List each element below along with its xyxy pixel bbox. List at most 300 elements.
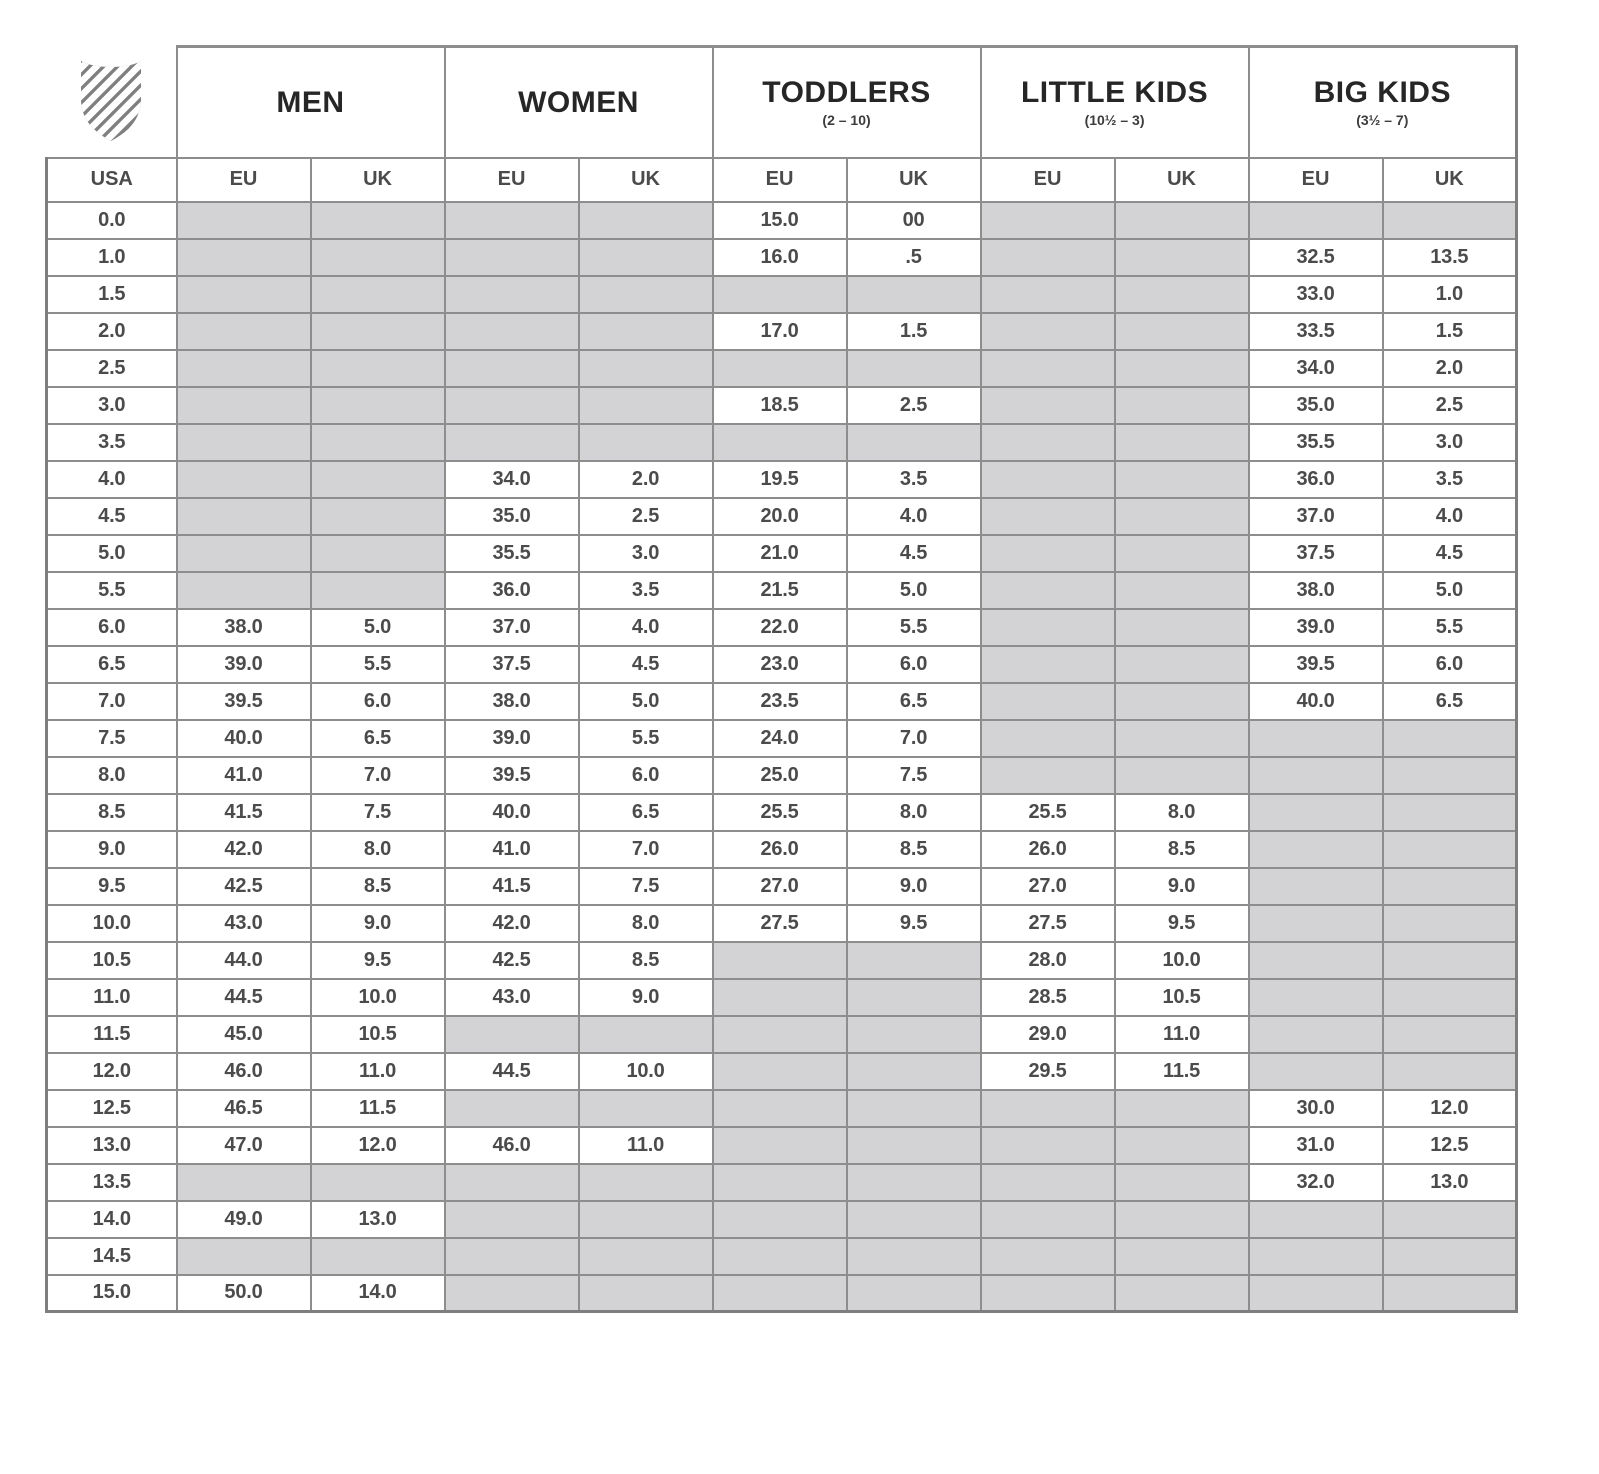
size-cell: 11.0 — [311, 1053, 445, 1090]
size-cell: 44.5 — [177, 979, 311, 1016]
empty-size-cell — [1249, 979, 1383, 1016]
table-row — [47, 979, 1517, 1016]
size-cell: 4.5 — [1383, 535, 1517, 572]
empty-size-cell — [847, 1016, 981, 1053]
k-swiss-shield-icon — [78, 54, 144, 144]
empty-size-cell — [981, 1164, 1115, 1201]
size-cell: 25.5 — [713, 794, 847, 831]
empty-size-cell — [981, 350, 1115, 387]
empty-size-cell — [847, 1275, 981, 1312]
empty-size-cell — [1249, 905, 1383, 942]
empty-size-cell — [1115, 313, 1249, 350]
table-row — [47, 1090, 1517, 1127]
size-cell: 7.5 — [311, 794, 445, 831]
empty-size-cell — [981, 1238, 1115, 1275]
size-cell: 5.0 — [1383, 572, 1517, 609]
table-row — [47, 831, 1517, 868]
empty-size-cell — [177, 572, 311, 609]
empty-size-cell — [847, 350, 981, 387]
empty-size-cell — [981, 498, 1115, 535]
size-cell: 5.5 — [1383, 609, 1517, 646]
empty-size-cell — [1115, 720, 1249, 757]
size-cell: 9.0 — [311, 905, 445, 942]
usa-size-cell: 5.0 — [47, 535, 177, 572]
empty-size-cell — [1115, 1090, 1249, 1127]
empty-size-cell — [177, 535, 311, 572]
empty-size-cell — [445, 1016, 579, 1053]
size-cell: 3.0 — [579, 535, 713, 572]
size-cell: 23.5 — [713, 683, 847, 720]
usa-size-cell: 7.0 — [47, 683, 177, 720]
subheader-eu: EU — [1249, 158, 1383, 202]
subheader-eu: EU — [177, 158, 311, 202]
size-cell: 7.0 — [311, 757, 445, 794]
empty-size-cell — [445, 313, 579, 350]
table-row — [47, 1201, 1517, 1238]
subheader-eu: EU — [981, 158, 1115, 202]
empty-size-cell — [981, 1090, 1115, 1127]
empty-size-cell — [311, 387, 445, 424]
size-cell: 12.5 — [1383, 1127, 1517, 1164]
size-cell: 36.0 — [1249, 461, 1383, 498]
table-row — [47, 424, 1517, 461]
size-cell: 42.5 — [177, 868, 311, 905]
size-cell: 10.0 — [311, 979, 445, 1016]
empty-size-cell — [847, 1238, 981, 1275]
empty-size-cell — [177, 387, 311, 424]
subheader-uk: UK — [847, 158, 981, 202]
size-cell: 39.5 — [1249, 646, 1383, 683]
size-cell: 37.0 — [445, 609, 579, 646]
group-header-women — [445, 47, 713, 158]
size-cell: 6.5 — [579, 794, 713, 831]
size-cell: 39.0 — [1249, 609, 1383, 646]
size-cell: 3.5 — [847, 461, 981, 498]
size-cell: 13.0 — [1383, 1164, 1517, 1201]
table-row — [47, 1016, 1517, 1053]
empty-size-cell — [579, 1201, 713, 1238]
empty-size-cell — [445, 350, 579, 387]
empty-size-cell — [1115, 239, 1249, 276]
empty-size-cell — [981, 572, 1115, 609]
empty-size-cell — [713, 1016, 847, 1053]
usa-size-cell: 2.0 — [47, 313, 177, 350]
size-cell: 7.5 — [847, 757, 981, 794]
usa-size-cell: 13.5 — [47, 1164, 177, 1201]
size-cell: 38.0 — [445, 683, 579, 720]
empty-size-cell — [311, 1164, 445, 1201]
empty-size-cell — [847, 1053, 981, 1090]
size-cell: 9.5 — [1115, 905, 1249, 942]
empty-size-cell — [177, 276, 311, 313]
size-cell: 35.0 — [1249, 387, 1383, 424]
group-header-row — [47, 47, 1517, 158]
size-cell: 9.5 — [847, 905, 981, 942]
size-cell: 37.5 — [1249, 535, 1383, 572]
group-label: LITTLE KIDS — [1020, 76, 1209, 109]
empty-size-cell — [445, 1201, 579, 1238]
empty-size-cell — [177, 313, 311, 350]
empty-size-cell — [981, 535, 1115, 572]
size-cell: 44.5 — [445, 1053, 579, 1090]
usa-size-cell: 0.0 — [47, 202, 177, 239]
empty-size-cell — [445, 239, 579, 276]
size-cell: 31.0 — [1249, 1127, 1383, 1164]
empty-size-cell — [1115, 498, 1249, 535]
usa-size-cell: 9.0 — [47, 831, 177, 868]
size-cell: 23.0 — [713, 646, 847, 683]
table-row — [47, 1127, 1517, 1164]
size-cell: 40.0 — [177, 720, 311, 757]
empty-size-cell — [445, 424, 579, 461]
size-cell: 4.5 — [579, 646, 713, 683]
size-cell: 4.0 — [1383, 498, 1517, 535]
group-label: TODDLERS — [762, 76, 931, 109]
table-row — [47, 646, 1517, 683]
size-cell: 18.5 — [713, 387, 847, 424]
empty-size-cell — [1115, 683, 1249, 720]
empty-size-cell — [981, 1275, 1115, 1312]
table-row — [47, 1164, 1517, 1201]
size-cell: 11.5 — [311, 1090, 445, 1127]
empty-size-cell — [579, 387, 713, 424]
size-cell: 34.0 — [445, 461, 579, 498]
size-cell: 17.0 — [713, 313, 847, 350]
empty-size-cell — [1383, 942, 1517, 979]
size-cell: 25.5 — [981, 794, 1115, 831]
size-cell: 27.5 — [713, 905, 847, 942]
size-cell: 33.5 — [1249, 313, 1383, 350]
empty-size-cell — [1115, 757, 1249, 794]
empty-size-cell — [579, 239, 713, 276]
size-cell: 42.0 — [445, 905, 579, 942]
empty-size-cell — [445, 202, 579, 239]
empty-size-cell — [847, 942, 981, 979]
empty-size-cell — [981, 461, 1115, 498]
table-row — [47, 683, 1517, 720]
size-cell: 14.0 — [311, 1275, 445, 1312]
empty-size-cell — [847, 979, 981, 1016]
empty-size-cell — [445, 276, 579, 313]
size-cell: 44.0 — [177, 942, 311, 979]
table-row — [47, 202, 1517, 239]
table-row — [47, 276, 1517, 313]
empty-size-cell — [579, 350, 713, 387]
empty-size-cell — [1249, 720, 1383, 757]
empty-size-cell — [579, 276, 713, 313]
size-cell: 2.5 — [579, 498, 713, 535]
size-cell: 2.0 — [579, 461, 713, 498]
empty-size-cell — [847, 1164, 981, 1201]
usa-column-header: USA — [47, 158, 177, 202]
logo-cell — [47, 47, 177, 158]
empty-size-cell — [847, 1127, 981, 1164]
empty-size-cell — [1383, 1275, 1517, 1312]
table-row — [47, 942, 1517, 979]
table-row — [47, 535, 1517, 572]
empty-size-cell — [981, 683, 1115, 720]
size-cell: 42.5 — [445, 942, 579, 979]
usa-size-cell: 10.5 — [47, 942, 177, 979]
size-cell: 28.0 — [981, 942, 1115, 979]
empty-size-cell — [981, 609, 1115, 646]
empty-size-cell — [713, 424, 847, 461]
size-cell: 7.0 — [847, 720, 981, 757]
empty-size-cell — [981, 424, 1115, 461]
size-cell: 41.5 — [445, 868, 579, 905]
size-cell: 10.0 — [579, 1053, 713, 1090]
size-cell: 46.0 — [177, 1053, 311, 1090]
empty-size-cell — [981, 1127, 1115, 1164]
empty-size-cell — [1383, 720, 1517, 757]
empty-size-cell — [445, 1090, 579, 1127]
empty-size-cell — [847, 1201, 981, 1238]
size-cell: 9.0 — [1115, 868, 1249, 905]
usa-size-cell: 15.0 — [47, 1275, 177, 1312]
empty-size-cell — [177, 1164, 311, 1201]
group-size-range: (2 – 10) — [822, 111, 871, 128]
empty-size-cell — [177, 350, 311, 387]
size-cell: 50.0 — [177, 1275, 311, 1312]
size-cell: 2.0 — [1383, 350, 1517, 387]
size-cell: 10.5 — [1115, 979, 1249, 1016]
empty-size-cell — [579, 424, 713, 461]
subheader-uk: UK — [1383, 158, 1517, 202]
size-cell: 5.0 — [579, 683, 713, 720]
empty-size-cell — [1249, 1238, 1383, 1275]
usa-size-cell: 6.5 — [47, 646, 177, 683]
group-label: MEN — [276, 85, 345, 119]
size-cell: 35.5 — [445, 535, 579, 572]
empty-size-cell — [713, 1164, 847, 1201]
empty-size-cell — [713, 1053, 847, 1090]
size-cell: 42.0 — [177, 831, 311, 868]
table-row — [47, 1238, 1517, 1275]
subheader-uk: UK — [311, 158, 445, 202]
group-header-little-kids — [981, 47, 1249, 158]
size-cell: 47.0 — [177, 1127, 311, 1164]
empty-size-cell — [1383, 202, 1517, 239]
empty-size-cell — [579, 1164, 713, 1201]
empty-size-cell — [713, 979, 847, 1016]
size-cell: 36.0 — [445, 572, 579, 609]
empty-size-cell — [1115, 276, 1249, 313]
size-cell: 11.0 — [1115, 1016, 1249, 1053]
empty-size-cell — [177, 1238, 311, 1275]
empty-size-cell — [713, 1238, 847, 1275]
empty-size-cell — [1115, 609, 1249, 646]
empty-size-cell — [1249, 1201, 1383, 1238]
table-row — [47, 609, 1517, 646]
size-chart-table — [45, 45, 1518, 1313]
usa-size-cell: 5.5 — [47, 572, 177, 609]
empty-size-cell — [311, 1238, 445, 1275]
size-cell: 21.5 — [713, 572, 847, 609]
size-cell: 1.0 — [1383, 276, 1517, 313]
empty-size-cell — [981, 646, 1115, 683]
empty-size-cell — [1383, 794, 1517, 831]
empty-size-cell — [1249, 1016, 1383, 1053]
empty-size-cell — [1115, 1201, 1249, 1238]
size-cell: 8.5 — [1115, 831, 1249, 868]
empty-size-cell — [579, 1016, 713, 1053]
usa-size-cell: 6.0 — [47, 609, 177, 646]
empty-size-cell — [1115, 461, 1249, 498]
size-cell: 12.0 — [311, 1127, 445, 1164]
size-cell: 27.5 — [981, 905, 1115, 942]
size-cell: 3.5 — [1383, 461, 1517, 498]
empty-size-cell — [311, 535, 445, 572]
empty-size-cell — [981, 239, 1115, 276]
empty-size-cell — [1383, 757, 1517, 794]
empty-size-cell — [1383, 1201, 1517, 1238]
empty-size-cell — [1249, 794, 1383, 831]
size-cell: 43.0 — [445, 979, 579, 1016]
size-cell: 9.0 — [579, 979, 713, 1016]
size-cell: 25.0 — [713, 757, 847, 794]
empty-size-cell — [713, 1090, 847, 1127]
size-cell: 19.5 — [713, 461, 847, 498]
empty-size-cell — [311, 350, 445, 387]
size-cell: 21.0 — [713, 535, 847, 572]
subheader-eu: EU — [713, 158, 847, 202]
empty-size-cell — [579, 1090, 713, 1127]
size-cell: 20.0 — [713, 498, 847, 535]
empty-size-cell — [579, 1238, 713, 1275]
empty-size-cell — [1383, 979, 1517, 1016]
size-cell: 16.0 — [713, 239, 847, 276]
size-cell: 2.5 — [1383, 387, 1517, 424]
empty-size-cell — [177, 239, 311, 276]
size-cell: 38.0 — [1249, 572, 1383, 609]
size-cell: .5 — [847, 239, 981, 276]
size-cell: 41.0 — [445, 831, 579, 868]
table-row — [47, 905, 1517, 942]
size-cell: 30.0 — [1249, 1090, 1383, 1127]
empty-size-cell — [311, 239, 445, 276]
size-cell: 46.5 — [177, 1090, 311, 1127]
size-cell: 43.0 — [177, 905, 311, 942]
empty-size-cell — [1115, 1238, 1249, 1275]
empty-size-cell — [1115, 1127, 1249, 1164]
empty-size-cell — [1249, 757, 1383, 794]
empty-size-cell — [1249, 1053, 1383, 1090]
group-label: WOMEN — [518, 85, 639, 119]
size-cell: 45.0 — [177, 1016, 311, 1053]
size-cell: 6.0 — [1383, 646, 1517, 683]
size-cell: 33.0 — [1249, 276, 1383, 313]
size-cell: 8.0 — [579, 905, 713, 942]
size-cell: 41.0 — [177, 757, 311, 794]
size-cell: 2.5 — [847, 387, 981, 424]
size-cell: 6.5 — [847, 683, 981, 720]
empty-size-cell — [713, 1275, 847, 1312]
group-size-range: (10½ – 3) — [1084, 111, 1145, 128]
empty-size-cell — [981, 720, 1115, 757]
group-header-toddlers — [713, 47, 981, 158]
empty-size-cell — [1383, 868, 1517, 905]
size-cell: 22.0 — [713, 609, 847, 646]
empty-size-cell — [579, 313, 713, 350]
empty-size-cell — [579, 202, 713, 239]
size-cell: 6.0 — [847, 646, 981, 683]
table-row — [47, 757, 1517, 794]
empty-size-cell — [311, 313, 445, 350]
usa-size-cell: 8.0 — [47, 757, 177, 794]
size-cell: 1.5 — [847, 313, 981, 350]
size-cell: 7.5 — [579, 868, 713, 905]
size-cell: 8.5 — [311, 868, 445, 905]
empty-size-cell — [1115, 387, 1249, 424]
empty-size-cell — [981, 313, 1115, 350]
empty-size-cell — [1115, 572, 1249, 609]
size-cell: 8.0 — [847, 794, 981, 831]
empty-size-cell — [1115, 424, 1249, 461]
size-cell: 38.0 — [177, 609, 311, 646]
usa-size-cell: 1.0 — [47, 239, 177, 276]
empty-size-cell — [177, 202, 311, 239]
size-cell: 5.5 — [579, 720, 713, 757]
usa-size-cell: 3.0 — [47, 387, 177, 424]
empty-size-cell — [445, 1275, 579, 1312]
usa-size-cell: 13.0 — [47, 1127, 177, 1164]
usa-size-cell: 10.0 — [47, 905, 177, 942]
size-cell: 3.0 — [1383, 424, 1517, 461]
size-cell: 24.0 — [713, 720, 847, 757]
size-cell: 35.5 — [1249, 424, 1383, 461]
empty-size-cell — [713, 942, 847, 979]
empty-size-cell — [311, 461, 445, 498]
empty-size-cell — [1115, 350, 1249, 387]
empty-size-cell — [981, 1201, 1115, 1238]
empty-size-cell — [713, 276, 847, 313]
empty-size-cell — [1383, 1016, 1517, 1053]
usa-size-cell: 11.0 — [47, 979, 177, 1016]
table-row — [47, 498, 1517, 535]
empty-size-cell — [311, 572, 445, 609]
empty-size-cell — [1383, 1238, 1517, 1275]
empty-size-cell — [1249, 1275, 1383, 1312]
size-cell: 32.0 — [1249, 1164, 1383, 1201]
size-cell: 13.0 — [311, 1201, 445, 1238]
size-cell: 6.0 — [579, 757, 713, 794]
size-cell: 4.5 — [847, 535, 981, 572]
empty-size-cell — [445, 1238, 579, 1275]
empty-size-cell — [177, 424, 311, 461]
size-cell: 8.5 — [847, 831, 981, 868]
size-cell: 3.5 — [579, 572, 713, 609]
empty-size-cell — [445, 1164, 579, 1201]
usa-size-cell: 4.5 — [47, 498, 177, 535]
empty-size-cell — [981, 276, 1115, 313]
empty-size-cell — [1249, 831, 1383, 868]
empty-size-cell — [311, 276, 445, 313]
size-cell: 46.0 — [445, 1127, 579, 1164]
size-cell: 11.5 — [1115, 1053, 1249, 1090]
size-cell: 40.0 — [445, 794, 579, 831]
size-cell: 41.5 — [177, 794, 311, 831]
size-cell: 28.5 — [981, 979, 1115, 1016]
subheader-eu: EU — [445, 158, 579, 202]
table-row — [47, 1053, 1517, 1090]
empty-size-cell — [1249, 868, 1383, 905]
usa-size-cell: 14.5 — [47, 1238, 177, 1275]
size-cell: 32.5 — [1249, 239, 1383, 276]
size-cell: 15.0 — [713, 202, 847, 239]
empty-size-cell — [1383, 831, 1517, 868]
table-row — [47, 572, 1517, 609]
empty-size-cell — [311, 202, 445, 239]
